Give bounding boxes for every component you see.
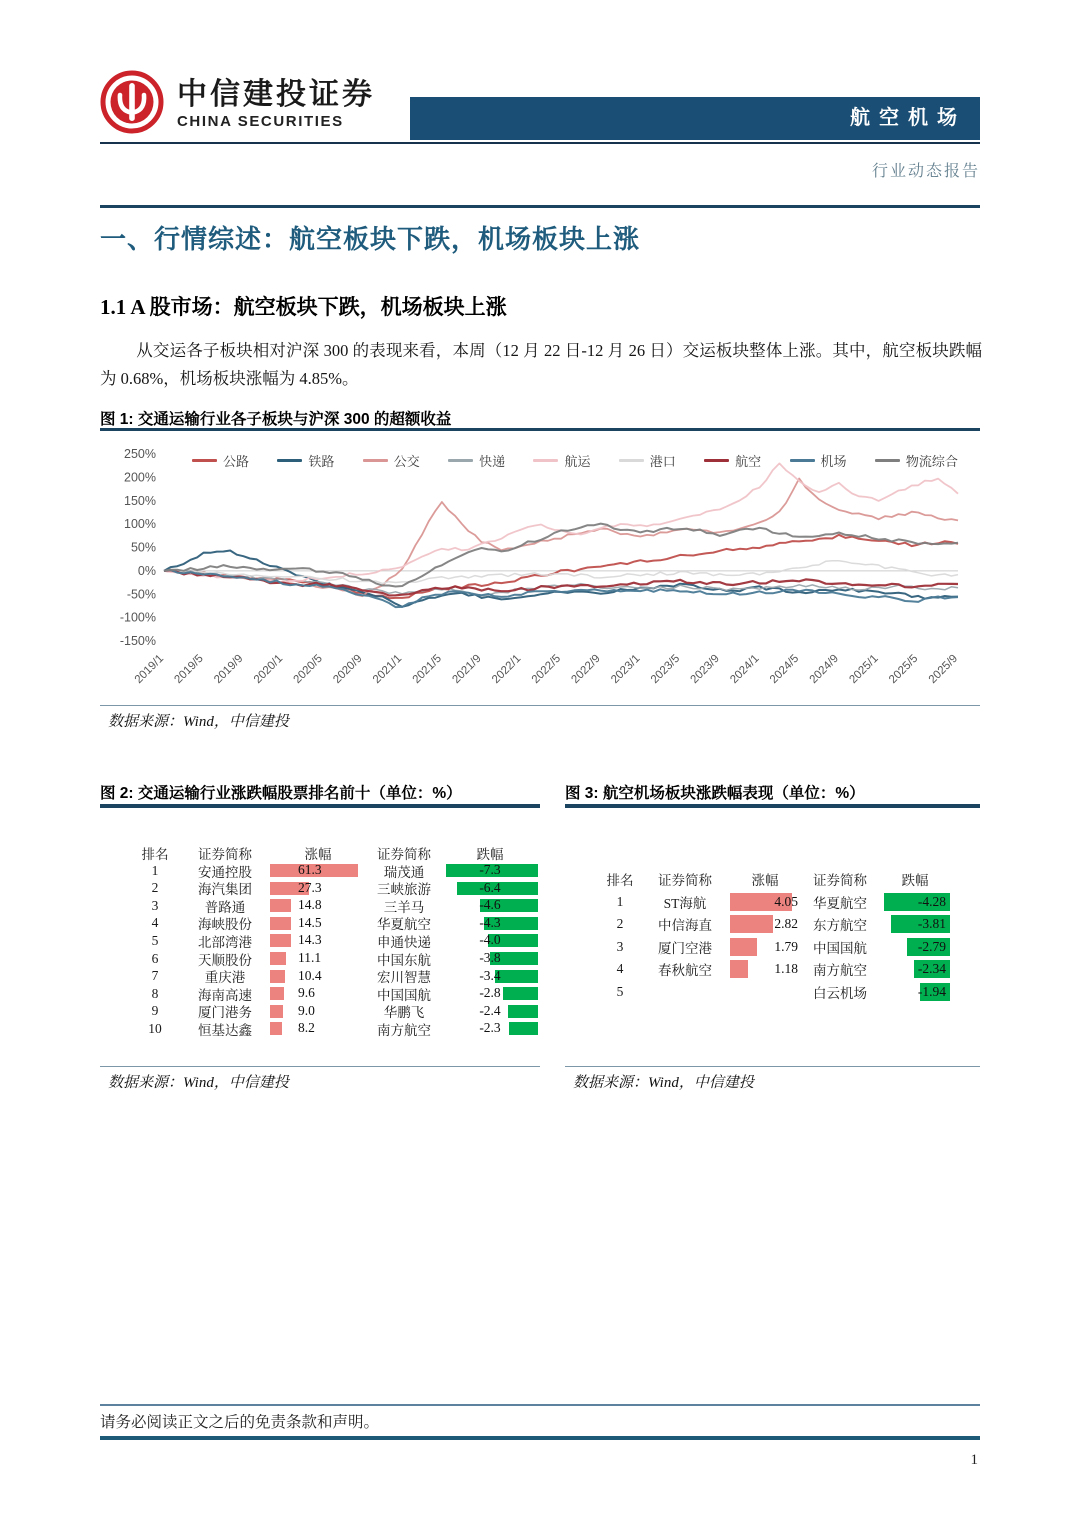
gain-bar-cell: [270, 864, 366, 877]
gainer-name-cell: 海南高速: [198, 987, 252, 1003]
gain-value: 9.6: [298, 985, 315, 1001]
header-rule: [100, 142, 980, 144]
loss-bar-cell: [880, 960, 950, 978]
table-row: [130, 896, 538, 914]
gainer-name-cell: 北部湾港: [198, 934, 252, 950]
gain-bar-cell: [270, 967, 366, 983]
loss-bar-cell: [442, 864, 538, 877]
legend-item: [875, 451, 958, 470]
loser-name-cell: 中国国航: [377, 987, 431, 1003]
loss-bar-cell: [880, 983, 950, 1001]
fig3-table: [600, 868, 950, 1003]
legend-line-swatch: [790, 459, 815, 463]
gain-value: 8.2: [298, 1020, 315, 1036]
section-top-rule: [100, 205, 980, 208]
gain-bar-cell: [270, 952, 366, 965]
legend-line-swatch: [277, 459, 302, 463]
loss-value: -4.3: [479, 914, 501, 930]
svg-text:2024/1: 2024/1: [728, 652, 762, 687]
rank-cell: 4: [616, 961, 624, 977]
gain-bar: [270, 934, 291, 947]
gain-value: 10.4: [298, 967, 322, 983]
legend-line-swatch: [192, 459, 217, 463]
table-row: [600, 936, 950, 959]
legend-line-swatch: [448, 459, 473, 463]
loss-value: -2.3: [479, 1020, 501, 1036]
table-header-row: [600, 868, 950, 891]
loss-value: -2.79: [917, 938, 946, 954]
svg-text:2021/1: 2021/1: [370, 652, 405, 687]
loss-value: -2.34: [917, 961, 946, 977]
column-header: 证券简称: [658, 873, 712, 889]
legend-item: [790, 451, 847, 470]
fig2-table: [130, 843, 538, 1037]
gain-value: 1.79: [774, 938, 798, 954]
loss-bar-cell: [442, 1022, 538, 1035]
gain-bar-cell: [270, 934, 366, 947]
legend-line-swatch: [875, 459, 900, 463]
figure3-source: 数据来源：Wind，中信建投: [573, 1075, 754, 1091]
footer-thin-rule: [100, 1404, 980, 1406]
table-row: [130, 949, 538, 967]
column-header: 涨幅: [304, 847, 332, 862]
svg-text:2023/9: 2023/9: [688, 652, 722, 687]
loss-value: -7.3: [479, 862, 501, 878]
column-header: 排名: [141, 847, 169, 862]
gainer-name-cell: 普路通: [204, 899, 246, 915]
table-row: [130, 931, 538, 949]
svg-text:2024/5: 2024/5: [767, 652, 802, 687]
rank-cell: 4: [151, 915, 159, 931]
loser-name-cell: 华鹏飞: [383, 1005, 425, 1021]
gain-bar-cell: [730, 960, 800, 978]
chart-legend: [192, 451, 958, 470]
rank-cell: 2: [151, 880, 159, 896]
svg-text:2025/5: 2025/5: [887, 652, 921, 687]
table-row: [130, 861, 538, 879]
svg-text:2023/5: 2023/5: [648, 652, 683, 687]
legend-item: [277, 451, 334, 470]
column-header: 证券简称: [377, 847, 431, 862]
figure1-chart-area: [106, 436, 976, 708]
figure1-source-rule: [100, 705, 980, 706]
svg-text:2025/9: 2025/9: [926, 652, 961, 687]
legend-label: 港口: [649, 454, 676, 469]
svg-text:2022/5: 2022/5: [529, 652, 564, 687]
gain-bar-cell: [270, 879, 366, 895]
table-row: [130, 1001, 538, 1019]
legend-item: [704, 451, 761, 470]
loss-bar-cell: [442, 879, 538, 895]
loser-name-cell: 白云机场: [813, 985, 867, 1001]
loss-bar-cell: [442, 934, 538, 947]
gainer-name-cell: 天顺股份: [198, 952, 252, 968]
figure3-title: 图 3: 航空机场板块涨跌幅表现（单位：%）: [565, 785, 865, 802]
svg-text:2020/1: 2020/1: [251, 652, 286, 687]
loss-bar-cell: [442, 987, 538, 1000]
loss-bar-cell: [442, 952, 538, 965]
gainer-name-cell: ST海航: [663, 895, 707, 911]
gain-value: 14.8: [298, 897, 322, 913]
column-header: 证券简称: [813, 873, 867, 889]
gain-value: 4.05: [774, 893, 798, 909]
legend-label: 航运: [564, 454, 591, 469]
svg-text:2020/9: 2020/9: [331, 652, 365, 687]
rank-cell: 10: [148, 1020, 162, 1036]
rank-cell: 3: [151, 897, 159, 913]
cscs-seal-icon: [100, 70, 164, 139]
gain-bar-cell: [270, 899, 366, 912]
svg-text:2022/1: 2022/1: [490, 652, 524, 687]
legend-label: 公路: [223, 454, 250, 469]
rank-cell: 7: [151, 968, 159, 984]
loss-value: -3.4: [479, 967, 501, 983]
svg-text:-100%: -100%: [119, 610, 156, 625]
rank-cell: 1: [616, 893, 624, 909]
gainer-name-cell: 春秋航空: [658, 963, 712, 979]
loser-name-cell: 中国东航: [377, 952, 431, 968]
gain-bar: [270, 952, 286, 965]
section-title: 一、行情综述：航空板块下跌，机场板块上涨: [100, 224, 641, 254]
logo-name-en: CHINA SECURITIES: [177, 113, 344, 131]
table-row: [130, 878, 538, 896]
svg-text:2021/5: 2021/5: [410, 652, 445, 687]
gain-bar: [730, 938, 757, 956]
legend-label: 物流综合: [905, 454, 958, 469]
subsection-title: 1.1 A 股市场：航空板块下跌，机场板块上涨: [100, 295, 507, 319]
gain-bar-cell: [730, 915, 800, 933]
gain-bar: [270, 917, 291, 930]
legend-item: [619, 451, 676, 470]
gain-value: 14.5: [298, 914, 322, 930]
legend-label: 铁路: [308, 454, 335, 469]
svg-text:2019/5: 2019/5: [172, 652, 206, 687]
gainer-name-cell: 厦门空港: [658, 940, 712, 956]
report-type-label: 行业动态报告: [871, 163, 980, 180]
figure1-source: 数据来源：Wind，中信建投: [108, 714, 289, 730]
legend-label: 机场: [820, 454, 847, 469]
gain-bar: [730, 960, 748, 978]
rank-cell: 8: [151, 985, 159, 1001]
rank-cell: 3: [616, 938, 624, 954]
table-row: [600, 913, 950, 936]
gain-bar-cell: [730, 983, 800, 1001]
svg-text:2022/9: 2022/9: [569, 652, 603, 687]
gain-bar: [270, 1005, 283, 1018]
column-header: 证券简称: [198, 847, 252, 862]
svg-text:200%: 200%: [124, 470, 156, 485]
svg-text:250%: 250%: [124, 447, 156, 461]
footer-thick-rule: [100, 1436, 980, 1440]
svg-text:2019/1: 2019/1: [132, 652, 167, 687]
gainer-name-cell: 安通控股: [198, 864, 252, 880]
loser-name-cell: 三峡旅游: [377, 882, 431, 898]
svg-text:150%: 150%: [124, 493, 156, 508]
gain-bar-cell: [270, 1002, 366, 1018]
figure2-source: 数据来源：Wind，中信建投: [108, 1075, 289, 1091]
rank-cell: 6: [151, 950, 159, 966]
figure3-source-rule: [565, 1066, 980, 1067]
table-row: [130, 1019, 538, 1037]
gain-bar-cell: [270, 914, 366, 930]
body-paragraph: 从交运各子板块相对沪深 300 的表现来看，本周（12 月 22 日-12 月 26 日）交运板块整体上涨。其中，航空板块跌幅为 0.68%，机场板块涨幅为 4.85%。: [100, 341, 982, 388]
page-number: 1: [970, 1452, 978, 1468]
legend-item: [363, 451, 420, 470]
table-row: [130, 984, 538, 1002]
figure2-source-rule: [100, 1066, 540, 1067]
gainer-name-cell: 恒基达鑫: [198, 1022, 252, 1038]
table-row: [130, 966, 538, 984]
loss-value: -3.8: [479, 950, 501, 966]
excess-return-chart: [106, 436, 976, 708]
loser-name-cell: 东方航空: [813, 918, 867, 934]
column-header: 涨幅: [751, 873, 779, 889]
svg-text:-50%: -50%: [126, 587, 156, 602]
legend-line-swatch: [533, 459, 558, 463]
legend-line-swatch: [704, 459, 729, 463]
loser-name-cell: 宏川智慧: [377, 970, 431, 986]
svg-text:100%: 100%: [124, 517, 156, 532]
gainer-name-cell: 重庆港: [204, 970, 246, 986]
loss-value: -2.8: [479, 985, 501, 1001]
figure1-title-rule: [100, 428, 980, 431]
gain-value: 2.82: [774, 916, 798, 932]
loser-name-cell: 申通快递: [377, 934, 431, 950]
loss-value: -2.4: [479, 1002, 501, 1018]
gain-value: 61.3: [298, 862, 322, 878]
svg-text:0%: 0%: [137, 563, 156, 578]
loser-name-cell: 三羊马: [383, 899, 425, 915]
svg-text:2024/9: 2024/9: [807, 652, 842, 687]
gain-bar: [730, 915, 773, 933]
figure2-title-rule: [100, 804, 540, 808]
gain-bar-cell: [730, 893, 800, 911]
gain-bar-cell: [270, 1022, 366, 1035]
loser-name-cell: 瑞茂通: [383, 864, 425, 880]
table-row: [130, 913, 538, 931]
gain-value: 9.0: [298, 1002, 315, 1018]
rank-cell: 9: [151, 1003, 159, 1019]
legend-item: [192, 451, 249, 470]
loss-value: -4.0: [479, 932, 501, 948]
logo-name-cn: 中信建投证券: [177, 78, 375, 112]
gain-bar-cell: [270, 987, 366, 1000]
gain-value: 27.3: [298, 879, 322, 895]
loser-name-cell: 华夏航空: [377, 917, 431, 933]
gain-value: 1.18: [774, 961, 798, 977]
gain-bar: [270, 899, 291, 912]
company-logo: [100, 70, 375, 139]
industry-banner: 航空机场: [410, 97, 980, 140]
loss-bar-cell: [442, 899, 538, 912]
svg-text:2019/9: 2019/9: [212, 652, 246, 687]
table-row: [600, 981, 950, 1004]
column-header: 跌幅: [901, 873, 929, 889]
svg-text:2021/9: 2021/9: [450, 652, 484, 687]
gain-bar: [270, 1022, 282, 1035]
gain-value: 11.1: [298, 950, 322, 966]
column-header: 排名: [606, 873, 634, 889]
table-header-row: [130, 843, 538, 861]
svg-text:50%: 50%: [130, 540, 156, 555]
loser-name-cell: 南方航空: [377, 1022, 431, 1038]
svg-text:-150%: -150%: [119, 634, 156, 648]
legend-label: 公交: [393, 454, 420, 469]
loser-name-cell: 中国国航: [813, 940, 867, 956]
svg-text:2025/1: 2025/1: [847, 652, 881, 687]
loss-bar-cell: [880, 915, 950, 933]
gainer-name-cell: 海汽集团: [198, 882, 252, 898]
rank-cell: 5: [151, 932, 159, 948]
gain-bar: [270, 987, 284, 1000]
rank-cell: 1: [151, 862, 159, 878]
rank-cell: 2: [616, 916, 624, 932]
loser-name-cell: 南方航空: [813, 963, 867, 979]
loss-value: -4.28: [917, 893, 946, 909]
gain-bar-cell: [730, 938, 800, 956]
gainer-name-cell: 厦门港务: [198, 1005, 252, 1021]
column-header: 跌幅: [476, 847, 504, 862]
figure1-title: 图 1: 交通运输行业各子板块与沪深 300 的超额收益: [100, 411, 452, 428]
loss-value: -1.94: [917, 983, 946, 999]
figure2-title: 图 2: 交通运输行业涨跌幅股票排名前十（单位：%）: [100, 785, 462, 802]
loss-value: -3.81: [917, 916, 946, 932]
legend-item: [448, 451, 505, 470]
rank-cell: 5: [616, 983, 624, 999]
legend-label: 航空: [735, 454, 762, 469]
gain-value: 14.3: [298, 932, 322, 948]
legend-item: [533, 451, 590, 470]
loss-value: -4.6: [479, 897, 501, 913]
gain-bar: [270, 970, 285, 983]
gainer-name-cell: 海峡股份: [198, 917, 252, 933]
svg-text:2023/1: 2023/1: [609, 652, 643, 687]
gainer-name-cell: 中信海直: [658, 918, 712, 934]
svg-text:2020/5: 2020/5: [291, 652, 325, 687]
loss-bar-cell: [442, 1002, 538, 1018]
loss-bar-cell: [442, 914, 538, 930]
loss-bar-cell: [880, 893, 950, 911]
legend-label: 快递: [479, 454, 506, 469]
loser-name-cell: 华夏航空: [813, 895, 867, 911]
legend-line-swatch: [619, 459, 644, 463]
loss-bar-cell: [442, 967, 538, 983]
loss-value: -6.4: [479, 879, 501, 895]
footer-disclaimer: 请务必阅读正文之后的免责条款和声明。: [100, 1414, 380, 1431]
table-row: [600, 958, 950, 981]
figure3-title-rule: [565, 804, 980, 808]
table-row: [600, 891, 950, 914]
loss-bar-cell: [880, 938, 950, 956]
legend-line-swatch: [363, 459, 388, 463]
